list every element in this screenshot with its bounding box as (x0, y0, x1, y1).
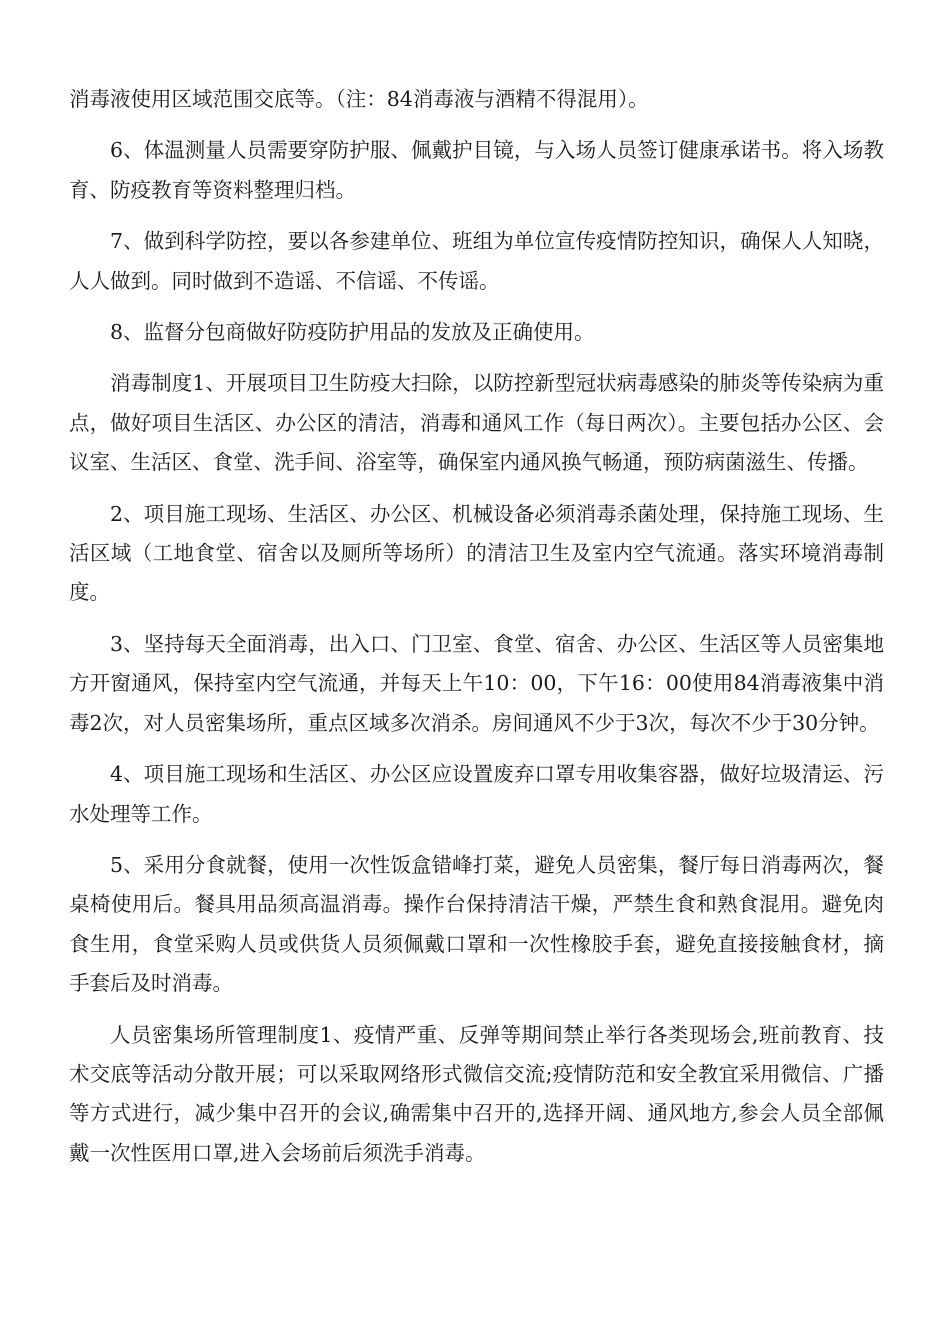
paragraph-item-8: 8、监督分包商做好防疫防护用品的发放及正确使用。 (110, 320, 595, 345)
paragraph-disinfection-2: 2、项目施工现场、生活区、办公区、机械设备必须消毒杀菌处理，保持施工现场、生活区域（工地食堂、宿舍以及厕所等场所）的清洁卫生及室内空气流通。落实环境消毒制度。 (69, 501, 884, 605)
document-page (69, 80, 884, 1185)
paragraph-disinfection-1: 消毒制度1、开展项目卫生防疫大扫除，以防控新型冠状病毒感染的肺炎等传染病为重点，做好项目生活区、办公区的清洁，消毒和通风工作（每日两次）。主要包括办公区、会议室、生活区、食堂、洗手间、浴室等，确保室内通风换气畅通，预防病菌滋生、传播。 (69, 371, 884, 475)
paragraph-crowded-places-1: 人员密集场所管理制度1、疫情严重、反弹等期间禁止举行各类现场会,班前教育、技术交底等活动分散开展；可以采取网络形式微信交流;疫情防范和安全教宜采用微信、广播等方式进行，减少集中召开的会议,确需集中召开的,选择开阔、通风地方,参会人员全部佩戴一次性医用口罩,进入会场前后须洗手消毒。 (69, 1022, 884, 1165)
paragraph-disinfection-3: 3、坚持每天全面消毒，出入口、门卫室、食堂、宿舍、办公区、生活区等人员密集地方开窗通风，保持室内空气流通，并每天上午10：00，下午16：00使用84消毒液集中消毒2次，对人员密集场所，重点区域多次消杀。房间通风不少于3次，每次不少于30分钟。 (69, 631, 884, 735)
paragraph-item-7: 7、做到科学防控，要以各参建单位、班组为单位宣传疫情防控知识，确保人人知晓，人人做到。同时做到不造谣、不信谣、不传谣。 (69, 229, 884, 293)
paragraph-continuation: 消毒液使用区域范围交底等。（注：84消毒液与酒精不得混用）。 (69, 87, 649, 111)
paragraph-disinfection-5: 5、采用分食就餐，使用一次性饭盒错峰打菜，避免人员密集，餐厅每日消毒两次，餐桌椅使用后。餐具用品须高温消毒。操作台保持清洁干燥，严禁生食和熟食混用。避免肉食生用，食堂采购人员或供货人员须佩戴口罩和一次性橡胶手套，避免直接接触食材，摘手套后及时消毒。 (69, 852, 884, 996)
paragraph-item-6: 6、体温测量人员需要穿防护服、佩戴护目镜，与入场人员签订健康承诺书。将入场教育、防疫教育等资料整理归档。 (69, 138, 884, 202)
paragraph-disinfection-4: 4、项目施工现场和生活区、办公区应设置废弃口罩专用收集容器，做好垃圾清运、污水处理等工作。 (69, 762, 884, 826)
